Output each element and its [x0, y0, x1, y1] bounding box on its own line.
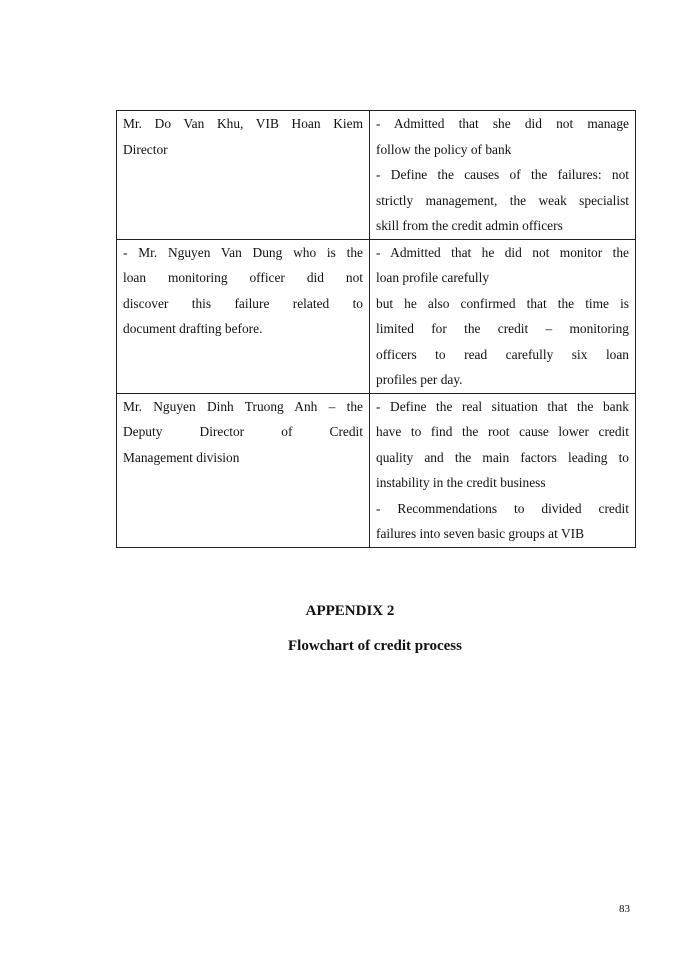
text-line: Director	[123, 141, 168, 157]
text-line: profiles per day.	[376, 372, 463, 387]
text-line: quality and the main factors leading to	[376, 449, 629, 465]
text-line: skill from the credit admin officers	[376, 218, 563, 233]
table-cell-person	[117, 111, 370, 240]
table-row	[117, 111, 636, 240]
text-line: loan profile carefully	[376, 270, 490, 285]
text-line: but he also confirmed that the time is	[376, 295, 629, 311]
text-line: Mr. Nguyen Dinh Truong Anh – the	[123, 398, 363, 414]
text-line: Management division	[123, 449, 240, 465]
text-line: Mr. Do Van Khu, VIB Hoan Kiem	[123, 116, 363, 131]
text-line: strictly management, the weak specialist	[376, 192, 629, 208]
table-row	[117, 239, 636, 393]
table-cell-person	[117, 239, 370, 393]
appendix-subtitle: Flowchart of credit process	[288, 638, 462, 654]
text-line: failures into seven basic groups at VIB	[376, 526, 585, 541]
text-line: - Define the real situation that the bank	[376, 398, 629, 414]
text-line: loan monitoring officer did not	[123, 270, 363, 285]
text-line: - Define the causes of the failures: not	[376, 167, 629, 182]
interview-table	[116, 110, 636, 548]
page-number: 83	[619, 903, 630, 915]
text-line: - Mr. Nguyen Van Dung who is the	[123, 244, 363, 260]
text-line: instability in the credit business	[376, 475, 546, 490]
text-line: officers to read carefully six loan	[376, 346, 629, 362]
appendix-title: APPENDIX 2	[305, 603, 395, 619]
text-line: - Recommendations to divided credit	[376, 500, 629, 516]
text-line: discover this failure related to	[123, 295, 363, 311]
text-line: Deputy Director of Credit	[123, 424, 363, 439]
text-line: document drafting before.	[123, 321, 263, 336]
text-line: - Admitted that he did not monitor the	[376, 244, 629, 260]
text-line: - Admitted that she did not manage	[376, 116, 629, 131]
table-cell-finding	[370, 239, 636, 393]
text-line: limited for the credit – monitoring	[376, 321, 629, 336]
text-line: have to find the root cause lower credit	[376, 424, 629, 439]
table-cell-person	[117, 393, 370, 547]
table-row	[117, 393, 636, 547]
table-cell-finding	[370, 111, 636, 240]
text-line: follow the policy of bank	[376, 141, 512, 157]
table-cell-finding	[370, 393, 636, 547]
